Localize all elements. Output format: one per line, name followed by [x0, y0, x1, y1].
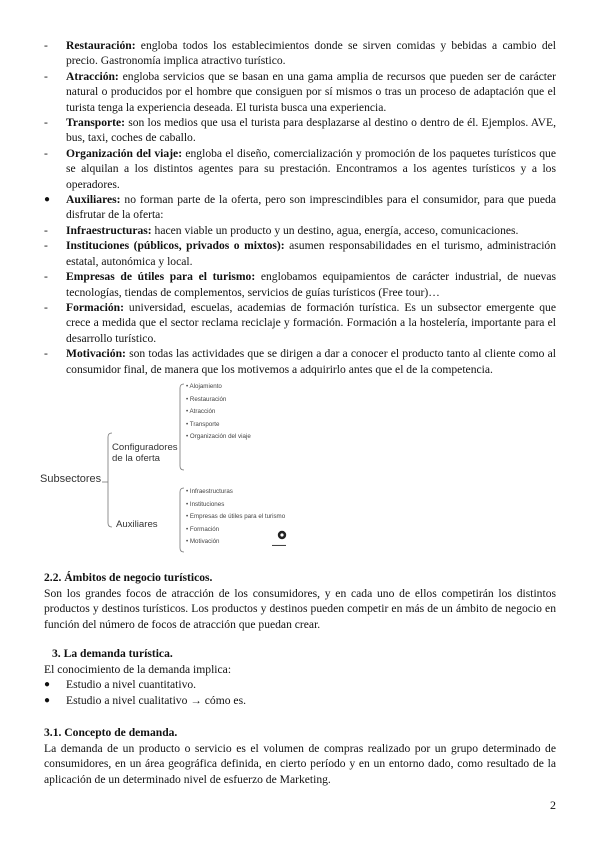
- diagram-item: • Formación: [186, 525, 220, 533]
- list-item-term: Instituciones (públicos, privados o mixtos):: [66, 239, 285, 253]
- bullet-icon: •: [186, 383, 190, 390]
- list-item: [44, 115, 556, 146]
- diagram-item: • Motivación: [186, 538, 220, 546]
- list-item-term: Auxiliares:: [66, 193, 121, 207]
- dash-marker: -: [44, 347, 48, 361]
- section-3-heading: 3. La demanda turística.: [52, 647, 173, 660]
- bracket-configuradores-bottom: [180, 466, 184, 470]
- section-3-1: [44, 725, 556, 787]
- diagram-item: • Atracción: [186, 408, 216, 416]
- section-3-1-body: La demanda de un producto o servicio es el volumen de compras realizado por un grupo determinado de consumidores, en un área geográfica definida, en cierto período y en un entorno dado, como resultado de la aplicación de un determinado nivel de esfuerzo de Marketing.: [44, 741, 556, 786]
- bracket-auxiliares-bottom: [180, 548, 184, 552]
- list-item-text: engloba servicios que se basan en una gama amplia de recursos que pueden ser de carácter natural o producidos por el hombre que consiguen por sí mismos o tras un proceso de adaptación que el turista tenga la experiencia deseada. El turista busca una experiencia.: [66, 69, 556, 114]
- dash-marker: -: [44, 239, 48, 253]
- list-item-text: son los medios que usa el turista para desplazarse al destino o dentro de él. Ejemplos. AVE, bus, taxi, coches de caballo.: [66, 116, 556, 145]
- diagram-auxiliares-label: Auxiliares: [116, 519, 158, 530]
- list-item: [44, 192, 556, 223]
- section-2-2-heading: 2.2. Ámbitos de negocio turísticos.: [44, 571, 213, 584]
- diagram-item: • Instituciones: [186, 500, 225, 508]
- logo-caption: ▬▬▬▬: [272, 543, 286, 547]
- dash-marker: -: [44, 300, 48, 314]
- section-3-1-heading: 3.1. Concepto de demanda.: [44, 726, 178, 739]
- list-item: [44, 223, 556, 238]
- bullet-icon: ●: [44, 679, 51, 691]
- bullet-icon: •: [186, 433, 190, 441]
- diagram-item: • Alojamiento: [186, 383, 222, 390]
- diagram-item: • Organización del viaje: [186, 433, 251, 441]
- list-item-term: Empresas de útiles para el turismo:: [66, 270, 256, 284]
- dash-marker: -: [44, 69, 48, 83]
- logo-icon: [278, 531, 286, 539]
- list-item-term: Restauración:: [66, 39, 136, 52]
- list-item-term: Formación:: [66, 300, 124, 314]
- diagram-configuradores-label-1: Configuradores: [112, 442, 178, 453]
- page-number: 2: [550, 798, 556, 812]
- diagram-configuradores-label-2: de la oferta: [112, 453, 161, 464]
- list-item-text: son todas las actividades que se dirigen a dar a conocer el producto tanto al cliente como al consumidor final, de manera que los motivemos a adquirirlo antes que el de la competencia.: [66, 347, 556, 376]
- list-item-text: no forman parte de la oferta, pero son imprescindibles para el consumidor, para que pueda disfrutar de la oferta:: [66, 193, 556, 222]
- dash-marker: -: [44, 39, 48, 52]
- dash-marker: -: [44, 223, 48, 237]
- section-3-bullet: ● Estudio a nivel cuantitativo.: [44, 678, 197, 692]
- bullet-icon: •: [186, 500, 190, 508]
- list-item: [44, 269, 556, 300]
- section-3-bullets: [44, 677, 556, 708]
- list-item-text: universidad, escuelas, academias de formación turística. Es un subsector emergente que crece a medida que el sector reclama reciclaje y formación. Formación a la hostelería, importante para el desarrollo turístico.: [66, 300, 556, 345]
- bracket-root-bottom: [108, 482, 112, 527]
- list-item: [44, 38, 556, 69]
- diagram-item: • Infraestructuras: [186, 488, 233, 495]
- bullet-icon: •: [186, 525, 190, 533]
- list-item: [44, 346, 556, 377]
- diagram-item: • Empresas de útiles para el turismo: [186, 513, 286, 521]
- list-item: [44, 300, 556, 346]
- section-2-2-body: Son los grandes focos de atracción de los consumidores, y en cada uno de ellos competirán los distintos productos y destinos turísticos. Los productos y destinos pueden competir en más de un ámbito de negocio en función del número de focos de atracción que puedan crear.: [44, 586, 556, 631]
- list-item: [44, 69, 556, 115]
- section-3-intro: El conocimiento de la demanda implica:: [44, 662, 232, 676]
- bullet-icon: •: [186, 538, 190, 546]
- subsectors-diagram: [40, 382, 330, 554]
- list-item-term: Atracción:: [66, 69, 119, 83]
- bullet-icon: •: [186, 513, 190, 521]
- bullet-icon: •: [186, 408, 190, 416]
- list-item-text: engloba el diseño, comercialización y promoción de los paquetes turísticos que se alquilan a los distintos agentes para su prestación. Encontramos a los agentes turísticos y a los operadores.: [66, 146, 556, 191]
- section-2-2: [44, 570, 556, 632]
- bullet-icon: •: [186, 395, 190, 403]
- list-item-term: Infraestructuras:: [66, 223, 152, 237]
- subsector-list: [44, 38, 556, 377]
- list-item-term: Transporte:: [66, 116, 126, 130]
- diagram-item: • Restauración: [186, 395, 227, 403]
- list-item: [44, 238, 556, 269]
- bullet-icon: ●: [44, 194, 51, 206]
- list-item-text: hacen viable un producto y un destino, agua, energía, acceso, comunicaciones.: [151, 223, 519, 237]
- bullet-icon: ●: [44, 694, 51, 706]
- dash-marker: -: [44, 146, 48, 160]
- diagram-root-label: Subsectores: [40, 473, 102, 485]
- diagram-brackets: [40, 382, 330, 554]
- bracket-auxiliares-top: [180, 488, 184, 492]
- dash-marker: -: [44, 116, 48, 130]
- list-item-term: Motivación:: [66, 347, 126, 361]
- diagram-item: • Transporte: [186, 420, 220, 428]
- bullet-icon: •: [186, 420, 190, 428]
- section-3-bullet: ● Estudio a nivel cualitativo → cómo es.: [44, 693, 246, 707]
- list-item-text: engloba todos los establecimientos donde se sirven comidas y bebidas a cambio del precio. Gastronomía implica atractivo turístico.: [66, 39, 556, 68]
- list-item-text: asumen responsabilidades en el turismo, administración estatal, autonómica y local.: [66, 239, 557, 268]
- section-3: [44, 646, 556, 708]
- dash-marker: -: [44, 270, 48, 284]
- list-item: [44, 146, 556, 192]
- list-item-term: Organización del viaje:: [66, 146, 183, 160]
- bracket-configuradores-top: [180, 384, 184, 388]
- bullet-icon: •: [186, 488, 190, 495]
- list-item-text: englobamos equipamientos de carácter industrial, de nuevas tecnologías, tiendas de complementos, servicios de guías turísticos (Free tour)…: [66, 270, 557, 299]
